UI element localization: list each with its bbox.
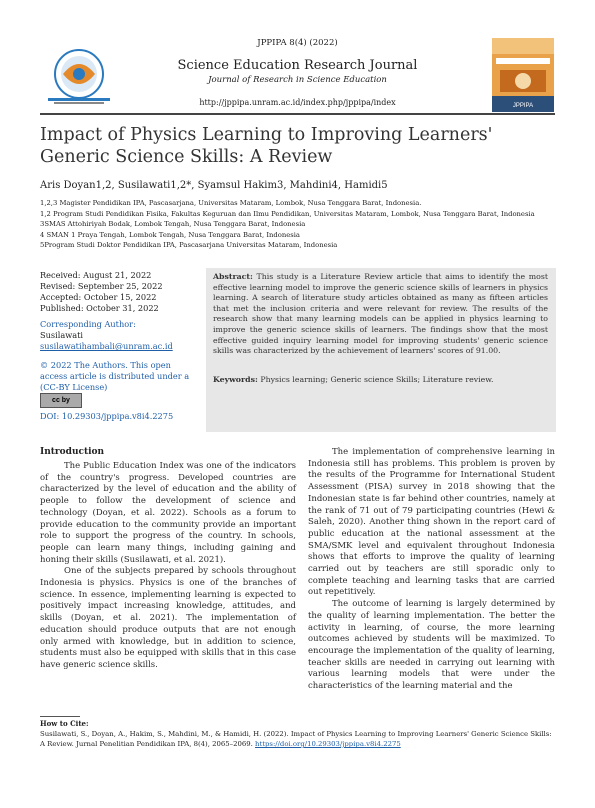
journal-title: Science Education Research Journal (177, 58, 418, 73)
revised-date: Revised: September 25, 2022 (40, 281, 163, 291)
journal-subtitle: Journal of Research in Science Education (208, 75, 387, 85)
citation-body: Susilawati, S., Doyan, A., Hakim, S., Mahdini, M., & Hamidi, H. (2022). Impact of Physics Learning to Improving Learners' Generic Science Skills: A Review. Jurnal Penelitian Pendidikan IPA, 8(4), 2065–2069. (40, 730, 552, 748)
published-date: Published: October 31, 2022 (40, 303, 159, 313)
section-heading-introduction: Introduction (40, 447, 105, 457)
cc-by-badge-icon[interactable]: cc by (40, 393, 82, 408)
accepted-date: Accepted: October 15, 2022 (40, 292, 157, 302)
article-title: Impact of Physics Learning to Improving Learners' Generic Science Skills: A Review (40, 125, 493, 167)
paragraph: The outcome of learning is largely determined by the quality of learning implementation. The better the activity in learning, of course, the more learning outcomes achieved by students will be maximized. To encourage the implementation of the quality of learning, teacher skills are needed in carrying out learning with various learning models that were under the characteristics of the learning material and the (308, 599, 555, 692)
keywords (213, 375, 548, 384)
body-right-column (308, 447, 555, 693)
paragraph: One of the subjects prepared by schools throughout Indonesia is physics. Physics is one of the branches of science. In essence, implementing learning is expected to positively impact increasing knowledge, attitudes, and skills (Doyan, et al. 2021). The implementation of education should produce outputs that are not enough only armed with knowledge, but in addition to science, students must also be equipped with skills that in this case have generic science skills. (40, 566, 296, 670)
abstract-text (213, 272, 548, 357)
paragraph: The implementation of comprehensive learning in Indonesia still has problems. This problem is proven by the results of the Programme for International Student Assessment (PISA) survey in 2018 showing that the Indonesian state is far behind other countries, namely at the rank of 71 out of 79 participating countries (Hewi & Saleh, 2020). Another thing shown in the report card of public education at the national assessment at the SMA/SMK level and equivalent throughout Indonesia shows that efforts to improve the quality of learning carried out by teachers are still sporadic only to complete teaching and learning tasks that are carried out repetitively. (308, 447, 555, 598)
citation-text (40, 729, 555, 749)
journal-cover-image (492, 38, 554, 112)
affiliation-4: 4 SMAN 1 Praya Tengah, Lombok Tengah, Nusa Tenggara Barat, Indonesia (40, 230, 300, 239)
abstract-label: Abstract: (213, 272, 253, 281)
volume-label: JPPIPA 8(4) (2022) (257, 38, 338, 48)
abstract-body: This study is a Literature Review article that aims to identify the most effective learning model to improve the generic science skills of learners in physics learning. A search of literature study articles obtained as many as fifteen articles that met the inclusion criteria and were relevant for review. The results of the research show that many learning models can be applied in physics learning to improve the generic science skills of learners. The findings show that the most effective guided inquiry learning model for improving students' generic science skills was characterized by the achievement of learners' scores of 91.00. (213, 272, 549, 356)
how-to-cite-heading: How to Cite: (40, 719, 89, 728)
author-list: Aris Doyan1,2, Susilawati1,2*, Syamsul Hakim3, Mahdini4, Hamidi5 (40, 180, 388, 191)
corresponding-email-link[interactable]: susilawatihambali@unram.ac.id (40, 341, 173, 351)
keywords-list: Physics learning; Generic science Skills; Literature review. (260, 375, 494, 384)
keywords-label: Keywords: (213, 375, 258, 384)
received-date: Received: August 21, 2022 (40, 270, 152, 280)
footnote-rule (40, 716, 80, 717)
journal-logo (40, 48, 118, 106)
body-left-column (40, 461, 296, 672)
affiliation-3: 3SMAS Attohiriyah Bodak, Lombok Tengah, Nusa Tenggara Barat, Indonesia (40, 220, 306, 228)
affiliation-2: 1,2 Program Studi Pendidikan Fisika, Fakultas Keguruan dan Ilmu Pendidikan, Universitas Mataram, Lombok, Nusa Tenggara Barat, Indonesia (40, 209, 535, 218)
journal-url-link[interactable]: http://jppipa.unram.ac.id/index.php/jppipa/index (199, 98, 396, 107)
header-divider (40, 113, 555, 115)
citation-doi-link[interactable]: https://doi.org/10.29303/jppipa.v8i4.2275 (255, 740, 401, 748)
corresponding-author-label: Corresponding Author: (40, 319, 136, 329)
corresponding-author-name: Susilawati (40, 330, 84, 340)
license-text: © 2022 The Authors. This open access article is distributed under a (CC-BY License) (40, 360, 190, 392)
paragraph: The Public Education Index was one of the indicators of the country's progress. Developed countries are characterized by the level of education and the ability of people to follow the development of science and technology (Doyan, et al. 2022). Schools as a forum to provide education to the community provide an important role to support the progress of the country. In schools, people can learn many things, including gaining and honing their skills (Susilawati, et al. 2021). (40, 461, 296, 565)
affiliation-1: 1,2,3 Magister Pendidikan IPA, Pascasarjana, Universitas Mataram, Lombok, Nusa Tenggara Barat, Indonesia. (40, 199, 422, 207)
affiliation-5: 5Program Studi Doktor Pendidikan IPA, Pascasarjana Universitas Mataram, Indonesia (40, 241, 338, 249)
doi-link[interactable]: DOI: 10.29303/jppipa.v8i4.2275 (40, 411, 174, 421)
cover-label: JPPIPA (512, 103, 534, 109)
